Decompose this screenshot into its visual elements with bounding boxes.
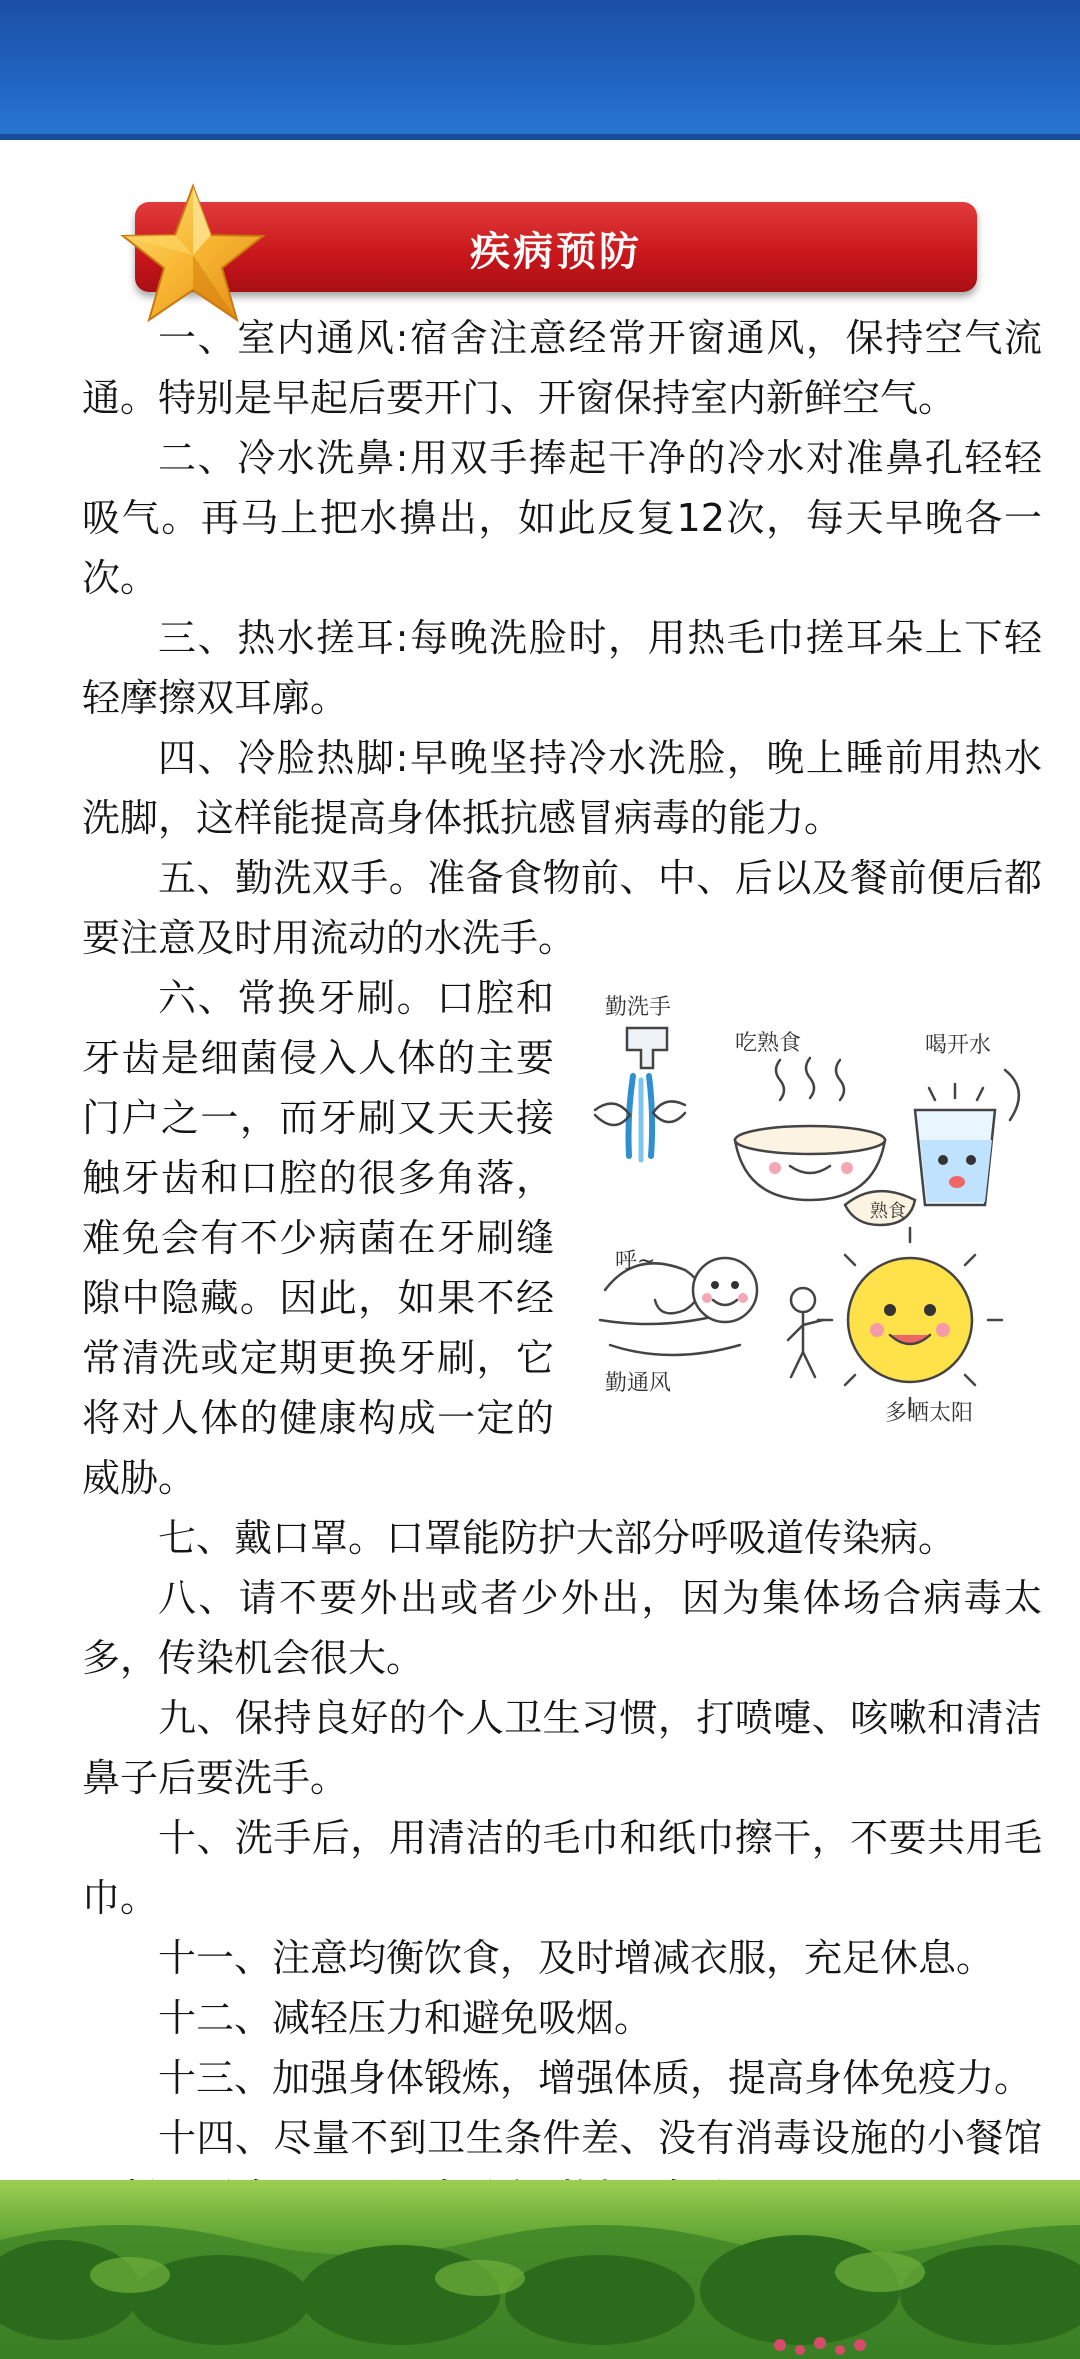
illus-label-ventilate: 勤通风	[605, 1371, 672, 1396]
paragraph-wash-hands: 五、勤洗双手。准备食物前、中、后以及餐前便后都要注意及时用流动的水洗手。	[82, 856, 1042, 960]
illus-label-sunbathe: 多晒太阳	[885, 1401, 974, 1426]
paragraph-towel: 十、洗手后，用清洁的毛巾和纸巾擦干，不要共用毛巾。	[82, 1816, 1042, 1920]
bowl-icon	[735, 1058, 915, 1225]
paragraph-cold-face-hot-feet: 四、冷脸热脚:早晚坚持冷水洗脸，晚上睡前用热水洗脚，这样能提高身体抵抗感冒病毒的能力。	[82, 736, 1042, 840]
top-banner	[0, 0, 1080, 140]
paragraph-stay-in: 八、请不要外出或者少外出，因为集体场合病毒太多，传染机会很大。	[82, 1576, 1042, 1680]
paragraph-hot-water-ears: 三、热水搓耳:每晚洗脸时，用热毛巾搓耳朵上下轻轻摩擦双耳廓。	[82, 616, 1042, 720]
paragraph-toothbrush: 六、常换牙刷。口腔和牙齿是细菌侵入人体的主要门户之一，而牙刷又天天接触牙齿和口腔的很多角落，难免会有不少病菌在牙刷缝隙中隐藏。因此，如果不经常清洗或定期更换牙刷，它将对人体的健康构成一定的威胁。	[82, 976, 554, 1500]
page-title: 疾病预防	[470, 229, 642, 275]
paragraph-hygiene: 九、保持良好的个人卫生习惯，打喷嚏、咳嗽和清洁鼻子后要洗手。	[82, 1696, 1042, 1800]
paragraph-stress: 十二、减轻压力和避免吸烟。	[158, 1996, 653, 2040]
sun-icon	[788, 1228, 1002, 1412]
illus-label-whoosh: 呼~	[615, 1249, 656, 1274]
paragraph-ventilation: 一、室内通风:宿舍注意经常开窗通风，保持空气流通。特别是早起后要开门、开窗保持室内新鲜空气。	[82, 316, 1042, 420]
illus-label-boiled-water: 喝开水	[925, 1033, 992, 1058]
illus-label-wash-hands: 勤洗手	[605, 995, 672, 1020]
green-landscape	[0, 2180, 1080, 2359]
paragraph-cold-water-nose: 二、冷水洗鼻:用双手捧起干净的冷水对准鼻孔轻轻吸气。再马上把水擤出，如此反复12次，每天早晚各一次。	[82, 436, 1042, 600]
paragraph-dining: 十四、尽量不到卫生条件差、没有消毒设施的小餐馆	[158, 2116, 1042, 2160]
paragraph-exercise: 十三、加强身体锻炼，增强体质，提高身体免疫力。	[158, 2056, 1033, 2100]
paragraph-diet: 十一、注意均衡饮食，及时增减衣服，充足休息。	[158, 1936, 995, 1980]
faucet-icon	[595, 1028, 685, 1160]
illus-label-cooked: 熟食	[870, 1201, 906, 1222]
illus-label-cooked-food: 吃熟食	[735, 1031, 802, 1056]
paragraph-mask: 七、戴口罩。口罩能防护大部分呼吸道传染病。	[158, 1516, 957, 1560]
health-tips-illustration	[585, 990, 1030, 1445]
cup-icon	[915, 1070, 1019, 1205]
